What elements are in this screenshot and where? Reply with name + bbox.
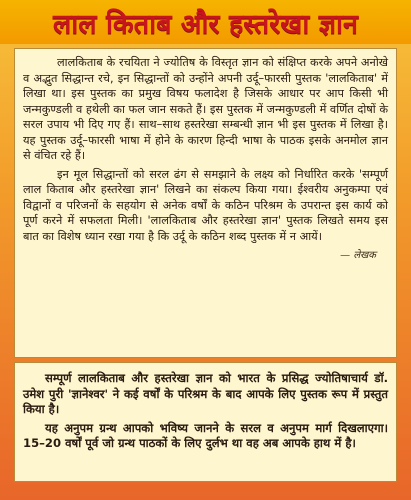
author-signature: — लेखक bbox=[340, 250, 376, 261]
promo-paragraph-1: सम्पूर्ण लालकिताब और हस्तरेखा ज्ञान को भारत के प्रसिद्ध ज्योतिषाचार्य डॉ. उमेश पुरी 'ज्ञानेश्वर' ने कई वर्षों के परिश्रम के बाद आपके लिए पुस्तक रूप में प्रस्तुत किया है। bbox=[23, 371, 388, 417]
intro-paragraph-2: इन मूल सिद्धान्तों को सरल ढंग से समझाने के लक्ष्य को निर्धारित करके 'सम्पूर्ण लाल किताब और हस्तरेखा ज्ञान' लिखने का संकल्प किया गया। ईश्वरीय अनुकम्पा एवं विद्वानों व परिजनों के सहयोग से अनेक वर्षों के कठिन परिश्रम के उपरान्त इस कार्य को पूर्ण करने में सफलता मिली। 'लालकिताब और हस्तरेखा ज्ञान' पुस्तक लिखते समय इस बात का विशेष ध्यान रखा गया है कि उर्दू के कठिन शब्द पुस्तक में न आयें। bbox=[23, 167, 388, 243]
intro-paragraph-1: लालकिताब के रचयिता ने ज्योतिष के विस्तृत ज्ञान को संक्षिप्त करके अपने अनोखे व अद्भुत सिद्धान्त रचे, इन सिद्धान्तों को उन्होंने अपनी उर्दू–फारसी पुस्तक 'लालकिताब' में लिखा था। इस पुस्तक का प्रमुख विषय फलादेश है जिसके आधार पर आप किसी भी जन्मकुण्डली व हथेली का फल जान सकते हैं। इस पुस्तक में जन्मकुण्डली में वर्णित दोषों के सरल उपाय भी दिए गए हैं। साथ–साथ हस्तरेखा सम्बन्धी ज्ञान भी इस पुस्तक में लिखा है। यह पुस्तक उर्दू–फारसी भाषा में होने के कारण हिन्दी भाषा के पाठक इसके अनमोल ज्ञान से वंचित रहे हैं। bbox=[23, 56, 388, 162]
promo-panel bbox=[14, 362, 397, 482]
cover-title: लाल किताब और हस्तरेखा ज्ञान bbox=[0, 0, 411, 44]
intro-panel bbox=[14, 48, 397, 358]
promo-paragraph-2: यह अनुपम ग्रन्थ आपको भविष्य जानने के सरल व अनुपम मार्ग दिखलाएगा। 15–20 वर्षों पूर्व जो ग्रन्थ पाठकों के लिए दुर्लभ था वह अब आपके हाथ में है। bbox=[23, 420, 388, 451]
